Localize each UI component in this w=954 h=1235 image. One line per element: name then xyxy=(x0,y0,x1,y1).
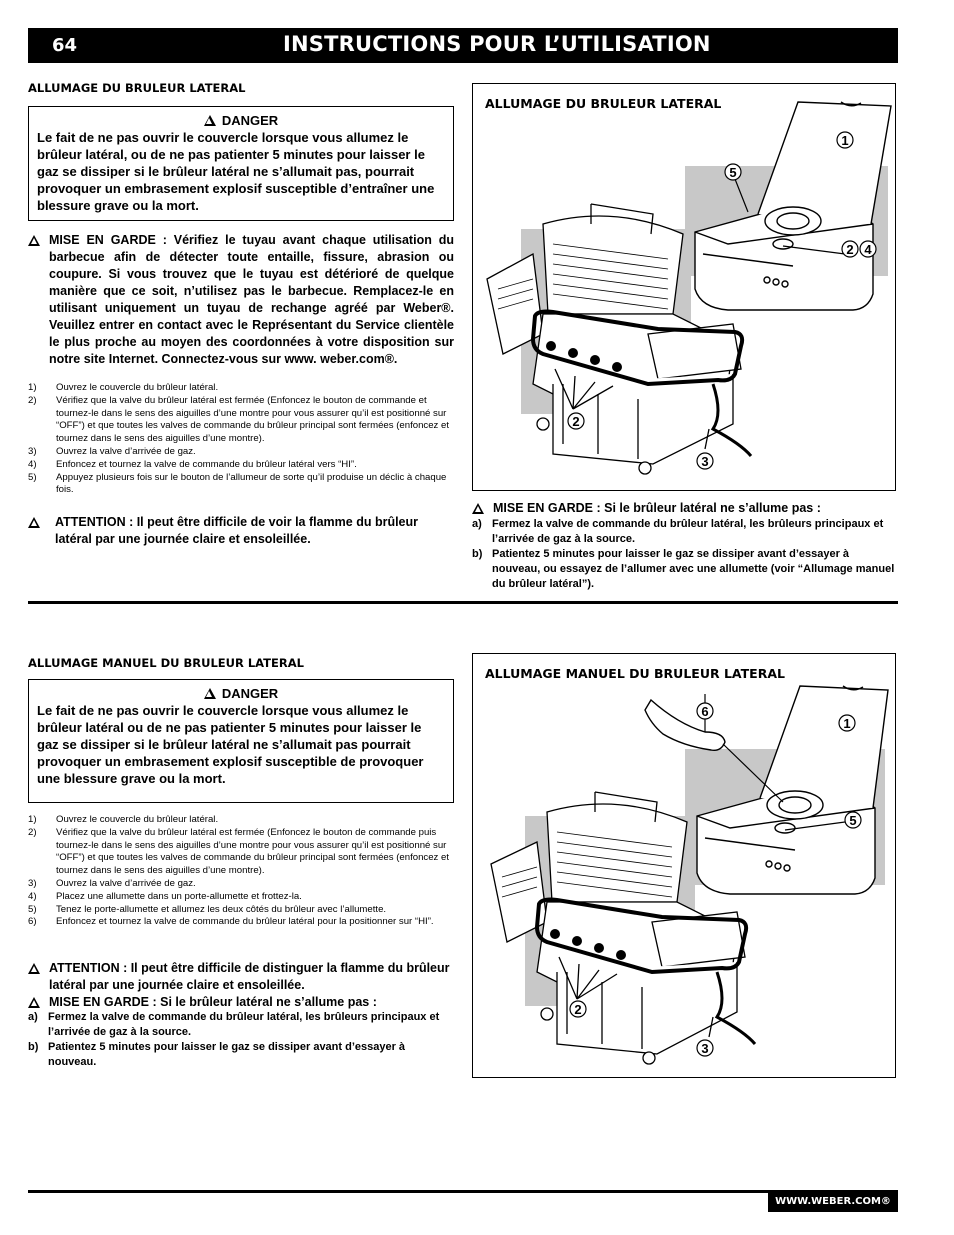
warning-triangle-icon xyxy=(204,688,216,699)
callout-number: 5 xyxy=(849,813,857,828)
callout-number: 2 xyxy=(572,414,580,429)
warning-triangle-icon xyxy=(28,235,40,246)
figure-manual-lighting xyxy=(472,653,896,1078)
danger-title: DANGER xyxy=(37,685,445,702)
callout-number: 4 xyxy=(864,242,872,257)
callout-number: 3 xyxy=(701,454,709,469)
steps-list xyxy=(28,814,454,929)
list-item: a) Fermez la valve de commande du brûleur latéral, les brûleurs principaux et l’arrivée de gaz à la source. xyxy=(28,1011,440,1038)
danger-title: DANGER xyxy=(37,112,445,129)
figure-lighting xyxy=(472,83,896,491)
grill-illustration xyxy=(473,84,895,490)
attention-note: ATTENTION : Il peut être difficile de distinguer la flamme du brûleur latéral par une journée claire et ensoleillée. xyxy=(28,960,454,994)
attention-note: ATTENTION : Il peut être difficile de voir la flamme du brûleur latéral par une journée claire et ensoleillée. xyxy=(28,514,454,548)
list-item: 1) Ouvrez le couvercle du brûleur latéral. xyxy=(28,382,219,393)
warning-items xyxy=(28,1010,454,1070)
callout-number: 1 xyxy=(843,716,851,731)
page-number: 64 xyxy=(52,35,78,56)
danger-text: Le fait de ne pas ouvrir le couvercle lorsque vous allumez le brûleur latéral, ou de ne pas patienter 5 minutes pour laisser le gaz se dissiper si le brûleur latéral ne s’allumait pas, pourrait provoquer un embrasement explosif susceptible d’entraîner une blessure grave ou la mort. xyxy=(37,130,435,213)
callout-number: 5 xyxy=(729,165,737,180)
warning-hose: MISE EN GARDE : Vérifiez le tuyau avant chaque utilisation du barbecue afin de détecter toute entaille, fissure, abrasion ou coupure. Si vous trouvez que le tuyau est détérioré de quelque manière que ce soit, n’utilisez pas le barbecue. Remplacez-le en utilisant uniquement un tuyau de rechange agréé par Weber®. Veuillez entrer en contact avec le Représentant du Service clientèle le plus proche au moyen des coordonnées à votre disposition sur notre site Internet. Connectez-vous sur www. weber.com®. xyxy=(28,232,454,368)
footer-url[interactable]: WWW.WEBER.COM® xyxy=(768,1192,898,1212)
list-item: 3) Ouvrez la valve d’arrivée de gaz. xyxy=(28,877,196,889)
list-item: 3) Ouvrez la valve d’arrivée de gaz. xyxy=(28,445,196,457)
warning-no-light: MISE EN GARDE : Si le brûleur latéral ne s’allume pas : xyxy=(28,994,454,1011)
list-item: 4) Enfoncez et tournez la valve de commande du brûleur latéral vers “HI”. xyxy=(28,458,357,470)
section1-heading: ALLUMAGE DU BRULEUR LATERAL xyxy=(28,81,246,95)
warning-triangle-icon xyxy=(28,997,40,1008)
callout-number: 2 xyxy=(846,242,854,257)
page-header xyxy=(28,28,898,63)
warning-triangle-icon xyxy=(28,963,40,974)
list-item: 5) Tenez le porte-allumette et allumez les deux côtés du brûleur avec l’allumette. xyxy=(28,903,387,915)
list-item: a) Fermez la valve de commande du brûleur latéral, les brûleurs principaux et l’arrivée de gaz à la source. xyxy=(472,518,884,545)
danger-text: Le fait de ne pas ouvrir le couvercle lorsque vous allumez le brûleur latéral ou de ne pas patienter 5 minutes pour laisser le gaz se dissiper si le brûleur latéral ne s’allumait pas pourrait provoquer un embrasement explosif susceptible de provoquer une blessure grave ou la mort. xyxy=(37,703,424,786)
warning-triangle-icon xyxy=(472,503,484,514)
fig-warning: MISE EN GARDE : Si le brûleur latéral ne s’allume pas : xyxy=(472,500,896,517)
list-item: b) Patientez 5 minutes pour laisser le gaz se dissiper avant d’essayer à nouveau. xyxy=(28,1041,406,1068)
section2-heading: ALLUMAGE MANUEL DU BRULEUR LATERAL xyxy=(28,656,304,670)
list-item: 4) Placez une allumette dans un porte-allumette et frottez-la. xyxy=(28,890,302,902)
list-item: b) Patientez 5 minutes pour laisser le gaz se dissiper avant d’essayer à nouveau, ou essayez de l’allumer avec une allumette (voir “Allumage manuel du brûleur latéral”). xyxy=(472,548,895,590)
list-item: 1) Ouvrez le couvercle du brûleur latéral. xyxy=(28,814,219,825)
fig-warning-items xyxy=(472,517,896,592)
warning-triangle-icon xyxy=(28,517,40,528)
callout-number: 3 xyxy=(701,1041,709,1056)
danger-box xyxy=(28,679,454,803)
figure-title: ALLUMAGE DU BRULEUR LATERAL xyxy=(485,96,722,111)
steps-list xyxy=(28,382,454,497)
grill-illustration xyxy=(473,654,895,1077)
list-item: 2) Vérifiez que la valve du brûleur latéral est fermée (Enfoncez le bouton de commande puis tournez-le dans le sens des aiguilles d’une montre pour vous assurer qu’il est positionné sur “OFF”) et que toutes les valves de commande du brûleur principal sont fermées (enfoncez et tournez dans le sens des aiguilles d’une montre). xyxy=(28,826,449,877)
callout-number: 2 xyxy=(574,1002,582,1017)
danger-box xyxy=(28,106,454,221)
list-item: 5) Appuyez plusieurs fois sur le bouton de l’allumeur de sorte qu’il produise un déclic à chaque fois. xyxy=(28,471,447,496)
figure-title: ALLUMAGE MANUEL DU BRULEUR LATERAL xyxy=(485,666,785,681)
page-title: INSTRUCTIONS POUR L’UTILISATION xyxy=(283,32,711,56)
callout-number: 6 xyxy=(701,704,709,719)
callout-number: 1 xyxy=(841,133,849,148)
section-divider xyxy=(28,601,898,604)
list-item: 6) Enfoncez et tournez la valve de commande du brûleur latéral pour la positionner sur “HI”. xyxy=(28,916,434,928)
list-item: 2) Vérifiez que la valve du brûleur latéral est fermée (Enfoncez le bouton de commande et tournez-le dans le sens des aiguilles d’une montre pour vous assurer qu’il est positionné sur “OFF”) et que toutes les valves de commande du brûleur principal sont fermées (enfoncez et tournez dans le sens des aiguilles d’une montre). xyxy=(28,394,449,445)
warning-triangle-icon xyxy=(204,115,216,126)
